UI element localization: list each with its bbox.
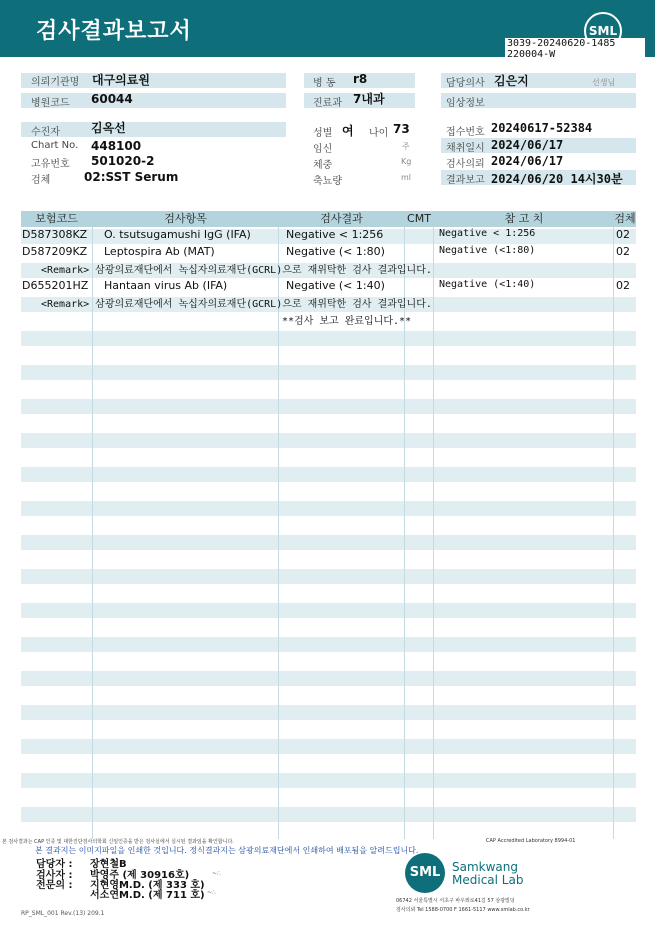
- weight-label: 체중: [313, 160, 333, 171]
- row-band: [21, 705, 636, 720]
- signer2-value: 박영주 (제 30916호): [90, 870, 190, 881]
- ward-label: 병 동: [313, 78, 336, 89]
- lab-name: [452, 861, 523, 887]
- signer3-value: 지현영M.D. (제 333 호): [90, 880, 205, 891]
- sml-logo: SML: [584, 12, 622, 50]
- chart-label: Chart No.: [31, 140, 79, 151]
- signer3-label: 전문의 :: [36, 880, 73, 891]
- row2-item: Leptospira Ab (MAT): [104, 245, 215, 258]
- row-band: [21, 807, 636, 822]
- row2-result: Negative (< 1:80): [286, 245, 385, 258]
- hospital-code-label: 병원코드: [31, 98, 70, 109]
- urine-unit: ml: [401, 173, 412, 182]
- column-divider: [613, 227, 614, 839]
- header-result: 검사결과: [320, 212, 363, 225]
- row-band: [21, 433, 636, 448]
- row-band: [21, 467, 636, 482]
- receipt-label: 접수번호: [446, 127, 485, 138]
- signer1-label: 담당자 :: [36, 859, 73, 870]
- signer1-value: 장현철B: [90, 859, 127, 870]
- dept-value: 7내과: [353, 92, 385, 106]
- row1-reference: Negative < 1:256: [439, 228, 536, 239]
- specimen-value: 02:SST Serum: [84, 170, 179, 184]
- report-complete-note: **검사 보고 완료입니다.**: [282, 316, 412, 327]
- header-specimen: 검체: [614, 212, 636, 225]
- row-band: [21, 671, 636, 686]
- row1-code: D587308KZ: [22, 228, 88, 241]
- row-band: [21, 569, 636, 584]
- row-band: [21, 535, 636, 550]
- row-band: [21, 501, 636, 516]
- request-label: 검사의뢰: [446, 159, 485, 170]
- row2-reference: Negative (<1:80): [439, 245, 536, 256]
- field-bar: [21, 122, 286, 137]
- pregnancy-label: 임신: [313, 144, 333, 155]
- doctor-value: 김은지: [494, 74, 529, 88]
- column-divider: [92, 227, 93, 839]
- collect-value: 2024/06/17: [491, 138, 564, 152]
- unique-value: 501020-2: [91, 154, 155, 168]
- row3-item: Hantaan virus Ab (IFA): [104, 279, 228, 292]
- collect-label: 채취일시: [446, 143, 485, 154]
- column-divider: [433, 227, 434, 839]
- row2-specimen: 02: [616, 245, 630, 258]
- row-band: [21, 637, 636, 652]
- fine-print-left: 본 검사결과는 CAP 인증 및 대한진단검사의학회 신임인증을 받은 검사실에서 실시된 결과임을 확인합니다.: [2, 839, 234, 845]
- header-cmt: CMT: [407, 212, 431, 225]
- row2-code: D587209KZ: [22, 245, 88, 258]
- row-band: [21, 739, 636, 754]
- institution-value: 대구의료원: [92, 73, 150, 87]
- sex-label: 성별: [313, 128, 333, 139]
- row-band: [21, 365, 636, 380]
- age-value: 73: [393, 122, 410, 136]
- weight-unit: Kg: [401, 157, 412, 166]
- lab-contact: 검사의뢰 Tel 1588-0700 F 1661-5117 www.smlab.co.kr: [396, 907, 530, 913]
- receipt-value: 20240617-52384: [491, 121, 593, 135]
- patient-label: 수진자: [31, 127, 60, 138]
- row2-remark: <Remark> 삼광의료재단에서 녹십자의료재단(GCRL)으로 재위탁한 검사 결과입니다.: [41, 265, 432, 276]
- report-value: 2024/06/20 14시30분: [491, 172, 623, 186]
- row3-remark: <Remark> 삼광의료재단에서 녹십자의료재단(GCRL)으로 재위탁한 검사 결과입니다.: [41, 299, 432, 310]
- doctor-label: 담당의사: [446, 78, 485, 89]
- sex-value: 여: [342, 124, 354, 138]
- signer4-value: 서소연M.D. (제 711 호): [90, 890, 205, 901]
- header-reference: 참 고 치: [504, 212, 544, 225]
- signature-mark: ~∴: [207, 889, 216, 896]
- column-divider: [278, 227, 279, 839]
- report-label: 결과보고: [446, 175, 485, 186]
- lab-name-line1: Samkwang: [452, 860, 518, 874]
- report-id-line1: 3039-20240620-1485: [507, 38, 616, 49]
- row-band: [21, 773, 636, 788]
- hospital-code-value: 60044: [91, 92, 133, 106]
- row3-specimen: 02: [616, 279, 630, 292]
- report-id: [505, 38, 645, 60]
- header-test-item: 검사항목: [164, 212, 207, 225]
- signature-mark: ~∴: [212, 870, 221, 877]
- row3-reference: Negative (<1:40): [439, 279, 536, 290]
- samkwang-logo: SML: [405, 853, 445, 893]
- fine-print-right: CAP Accredited Laboratory 8994-01: [486, 838, 576, 844]
- specimen-label: 검체: [31, 175, 51, 186]
- doctor-suffix: 선생님: [592, 78, 616, 87]
- report-title: 검사결과보고서: [36, 19, 192, 44]
- request-value: 2024/06/17: [491, 154, 564, 168]
- row1-specimen: 02: [616, 228, 630, 241]
- age-label: 나이: [369, 128, 389, 139]
- row-band: [21, 331, 636, 346]
- ward-value: r8: [353, 72, 368, 86]
- pregnancy-unit: 주: [402, 142, 410, 151]
- chart-value: 448100: [91, 139, 142, 153]
- row1-result: Negative < 1:256: [286, 228, 384, 241]
- signer2-label: 검사자 :: [36, 870, 73, 881]
- row-band: [21, 603, 636, 618]
- institution-label: 의뢰기관명: [31, 77, 80, 88]
- image-notice: 본 결과지는 이미지파일을 인쇄한 것입니다. 정식결과지는 삼광의료재단에서 인쇄하여 배포됨을 알려드립니다.: [35, 846, 419, 855]
- dept-label: 진료과: [313, 98, 342, 109]
- urine-label: 축뇨량: [313, 176, 342, 187]
- lab-name-line2: Medical Lab: [452, 873, 524, 887]
- clinical-label: 임상정보: [446, 98, 485, 109]
- row3-code: D655201HZ: [22, 279, 89, 292]
- header-insurance-code: 보험코드: [35, 212, 78, 225]
- lab-address: 06742 서울특별시 서초구 바우뫼로41길 57 삼광빌딩: [396, 898, 515, 904]
- unique-label: 고유번호: [31, 159, 70, 170]
- report-id-line2: 220004-W: [507, 49, 556, 60]
- row1-item: O. tsutsugamushi IgG (IFA): [104, 228, 251, 241]
- form-id: RP_SML_001 Rev.(13) 209.1: [21, 910, 105, 917]
- row-band: [21, 399, 636, 414]
- row3-result: Negative (< 1:40): [286, 279, 385, 292]
- patient-value: 김옥선: [91, 121, 126, 135]
